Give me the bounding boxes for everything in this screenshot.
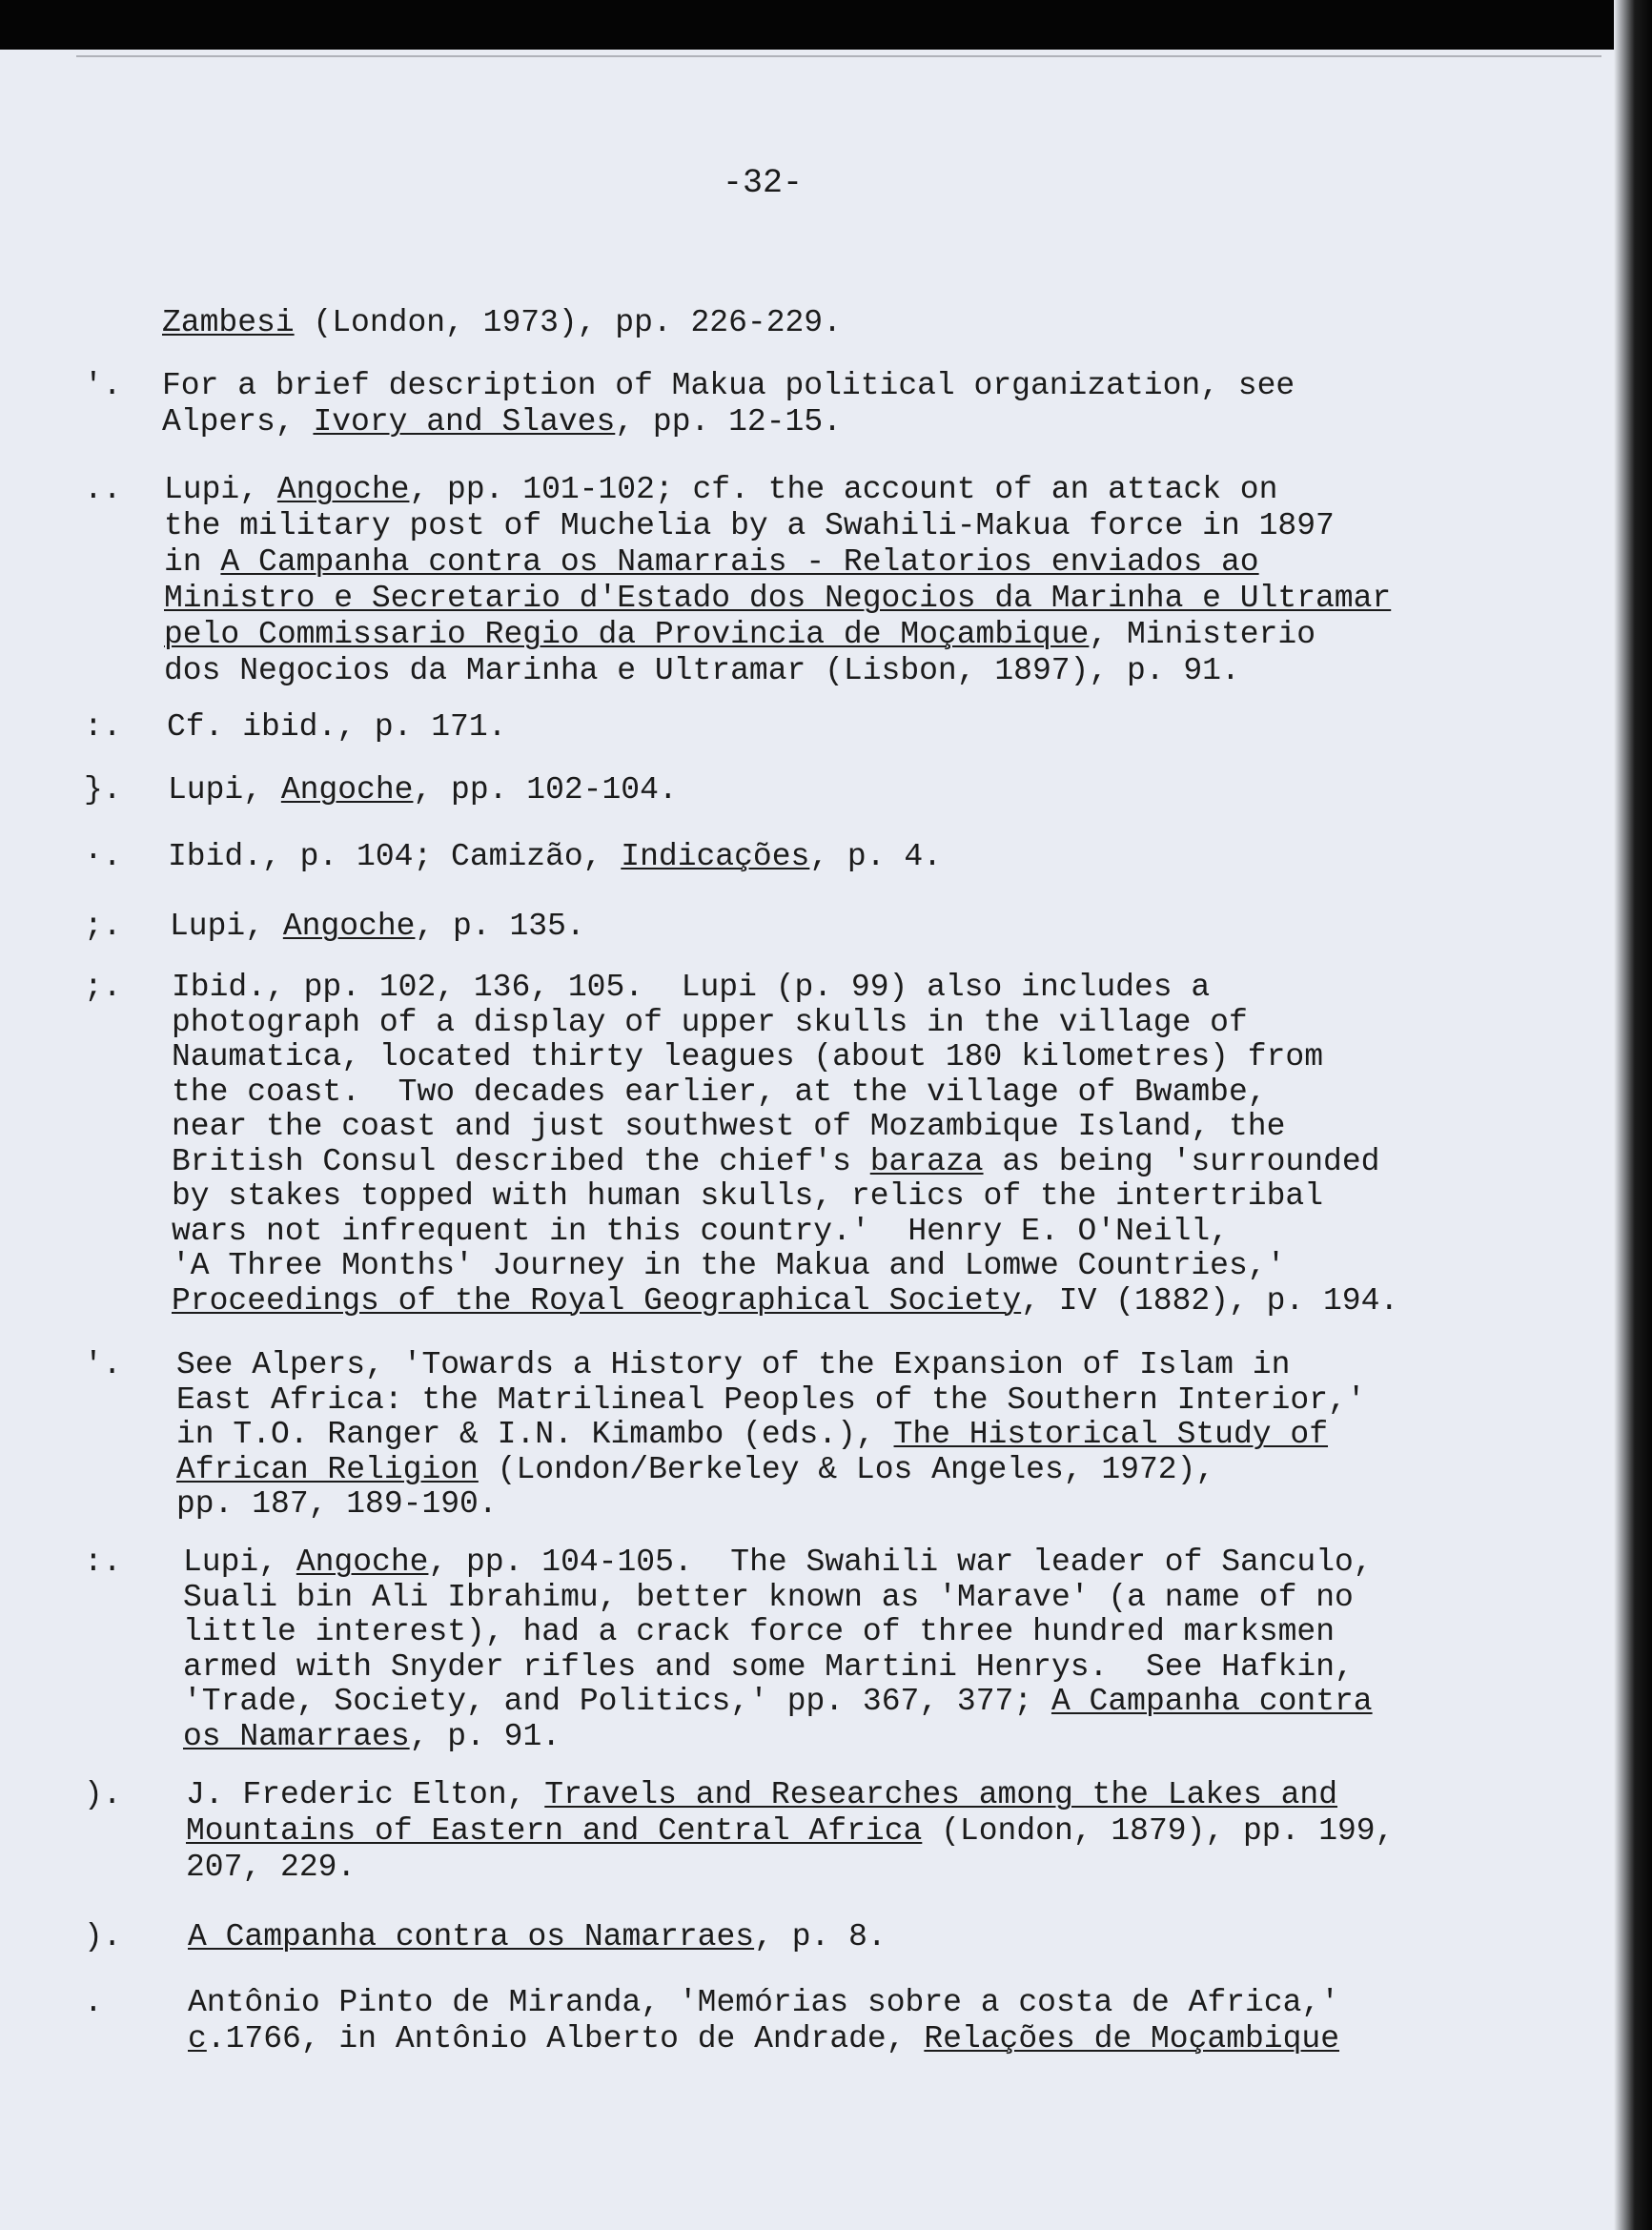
underlined-title: Angoche bbox=[296, 1545, 429, 1580]
page-number: -32- bbox=[722, 164, 803, 202]
footnote-number: ;. bbox=[84, 909, 122, 944]
text-run: 207, 229. bbox=[186, 1850, 357, 1885]
underlined-title: Mountains of Eastern and Central Africa bbox=[186, 1813, 923, 1849]
footnote-line bbox=[176, 1486, 498, 1523]
underlined-title: Travels and Researches among the Lakes and bbox=[544, 1777, 1338, 1812]
text-run: Alpers, bbox=[162, 404, 314, 440]
text-run: , p. 8. bbox=[754, 1919, 887, 1954]
footnote-line bbox=[170, 909, 585, 945]
footnote-line bbox=[172, 1178, 1323, 1215]
footnote-number: ). bbox=[84, 1777, 122, 1812]
footnote-number: . bbox=[84, 1985, 103, 2020]
footnote-line bbox=[186, 1850, 356, 1886]
scan-right-border bbox=[1614, 0, 1652, 2230]
footnote-line bbox=[162, 305, 842, 341]
footnote-line bbox=[183, 1684, 1373, 1720]
footnote-number: :. bbox=[84, 709, 122, 745]
underlined-title: A Campanha contra os Namarraes bbox=[188, 1919, 755, 1954]
scan-top-border bbox=[0, 0, 1652, 50]
footnote-line bbox=[186, 1777, 1337, 1813]
text-run: , pp. 12-15. bbox=[615, 404, 842, 440]
text-run: , pp. 102-104. bbox=[413, 772, 678, 808]
footnote-line bbox=[172, 1248, 1285, 1284]
underlined-title: The Historical Study of bbox=[893, 1417, 1329, 1452]
text-run: the military post of Muchelia by a Swahili-Makua force in 1897 bbox=[164, 508, 1335, 543]
underlined-title: Angoche bbox=[282, 909, 416, 944]
footnote-line bbox=[164, 581, 1391, 617]
text-run: near the coast and just southwest of Mozambique Island, the bbox=[172, 1109, 1286, 1144]
footnote-line bbox=[167, 709, 506, 746]
text-run: , p. 4. bbox=[809, 839, 942, 874]
underlined-title: Zambesi bbox=[162, 305, 295, 340]
footnote-number: ·. bbox=[84, 839, 122, 874]
text-run: , p. 135. bbox=[415, 909, 585, 944]
text-run: in T.O. Ranger & I.N. Kimambo (eds.), bbox=[176, 1417, 894, 1452]
footnote-line bbox=[183, 1649, 1354, 1686]
footnote-line bbox=[168, 839, 942, 875]
footnote-line bbox=[172, 1109, 1285, 1145]
text-run: the coast. Two decades earlier, at the village of Bwambe, bbox=[172, 1074, 1267, 1110]
footnote-number: '. bbox=[84, 368, 122, 403]
footnote-number: :. bbox=[84, 1545, 122, 1580]
text-run: Lupi, bbox=[170, 909, 283, 944]
text-run: 'Trade, Society, and Politics,' pp. 367, 377; bbox=[183, 1684, 1051, 1719]
underlined-title: Angoche bbox=[280, 772, 414, 808]
text-run: armed with Snyder rifles and some Martini Henrys. See Hafkin, bbox=[183, 1648, 1354, 1685]
footnote-line bbox=[172, 970, 1210, 1006]
text-run: For a brief description of Makua political organization, see bbox=[162, 368, 1295, 403]
underlined-title: Relações de Moçambique bbox=[924, 2021, 1340, 2056]
underlined-title: A Campanha contra os Namarrais - Relatorios enviados ao bbox=[220, 544, 1259, 580]
footnote-line bbox=[188, 1919, 887, 1955]
footnote-line bbox=[162, 404, 842, 440]
footnote-line bbox=[172, 1074, 1267, 1111]
text-run: , pp. 101-102; cf. the account of an attack on bbox=[409, 472, 1278, 507]
text-run: Antônio Pinto de Miranda, 'Memórias sobre a costa de Africa,' bbox=[188, 1985, 1339, 2020]
text-run: Lupi, bbox=[183, 1545, 296, 1580]
footnote-line bbox=[164, 472, 1277, 508]
footnote-number: .. bbox=[84, 472, 122, 507]
footnote-line bbox=[172, 1283, 1398, 1320]
footnote-line bbox=[183, 1614, 1335, 1650]
footnote-line bbox=[164, 544, 1259, 581]
footnote-line bbox=[164, 617, 1315, 653]
text-run: as being 'surrounded bbox=[983, 1143, 1380, 1179]
underlined-title: Ministro e Secretario d'Estado dos Negocios da Marinha e Ultramar bbox=[164, 581, 1392, 616]
underlined-title: Indicações bbox=[621, 839, 810, 874]
footnote-number: ;. bbox=[84, 970, 122, 1005]
footnote-line bbox=[176, 1452, 1214, 1488]
footnote-line bbox=[164, 508, 1335, 544]
text-run: dos Negocios da Marinha e Ultramar (Lisbon, 1897), p. 91. bbox=[164, 653, 1240, 688]
text-run: (London/Berkeley & Los Angeles, 1972), bbox=[478, 1451, 1215, 1487]
text-run: , IV (1882), p. 194. bbox=[1021, 1282, 1399, 1319]
text-run: by stakes topped with human skulls, relics of the intertribal bbox=[172, 1178, 1323, 1214]
footnote-number: '. bbox=[84, 1347, 122, 1382]
underlined-title: Angoche bbox=[276, 472, 410, 507]
text-run: Ibid., p. 104; Camizão, bbox=[168, 839, 622, 874]
text-run: in bbox=[164, 544, 221, 580]
footnote-line bbox=[188, 1985, 1339, 2021]
text-run: J. Frederic Elton, bbox=[186, 1777, 545, 1812]
underlined-title: A Campanha contra bbox=[1050, 1684, 1373, 1719]
paper-top-edge bbox=[76, 55, 1601, 57]
footnote-line bbox=[172, 1005, 1248, 1041]
text-run: See Alpers, 'Towards a History of the Expansion of Islam in bbox=[176, 1347, 1291, 1382]
footnote-line bbox=[168, 772, 678, 808]
footnote-line bbox=[183, 1719, 561, 1755]
underlined-title: c bbox=[188, 2021, 207, 2056]
text-run: little interest), had a crack force of three hundred marksmen bbox=[183, 1614, 1335, 1649]
text-run: , pp. 104-105. The Swahili war leader of Sanculo, bbox=[428, 1545, 1373, 1580]
footnote-line bbox=[188, 2021, 1339, 2057]
underlined-title: os Namarraes bbox=[183, 1718, 410, 1754]
underlined-title: pelo Commissario Regio da Provincia de Moçambique bbox=[164, 617, 1090, 652]
underlined-title: African Religion bbox=[176, 1451, 479, 1487]
footnote-line bbox=[164, 653, 1240, 689]
text-run: , p. 91. bbox=[409, 1718, 561, 1754]
text-run: photograph of a display of upper skulls in the village of bbox=[172, 1004, 1248, 1040]
text-run: British Consul described the chief's bbox=[172, 1143, 870, 1179]
text-run: East Africa: the Matrilineal Peoples of the Southern Interior,' bbox=[176, 1381, 1366, 1418]
text-run: pp. 187, 189-190. bbox=[176, 1486, 498, 1522]
text-run: wars not infrequent in this country.' Henry E. O'Neill, bbox=[172, 1213, 1229, 1249]
underlined-title: baraza bbox=[869, 1143, 984, 1179]
footnote-line bbox=[172, 1214, 1229, 1250]
text-run: Lupi, bbox=[168, 772, 281, 808]
footnote-line bbox=[172, 1144, 1379, 1180]
footnote-line bbox=[176, 1382, 1366, 1419]
text-run: Cf. ibid., p. 171. bbox=[167, 709, 507, 745]
text-run: (London, 1973), pp. 226-229. bbox=[294, 305, 842, 340]
footnote-line bbox=[172, 1039, 1323, 1075]
footnote-line bbox=[176, 1347, 1290, 1383]
text-run: Suali bin Ali Ibrahimu, better known as 'Marave' (a name of no bbox=[183, 1579, 1354, 1615]
footnote-line bbox=[162, 368, 1295, 404]
underlined-title: Proceedings of the Royal Geographical Society bbox=[172, 1282, 1022, 1319]
text-run: 'A Three Months' Journey in the Makua and Lomwe Countries,' bbox=[172, 1248, 1286, 1283]
text-run: Lupi, bbox=[164, 472, 277, 507]
footnote-line bbox=[183, 1580, 1354, 1616]
text-run: , Ministerio bbox=[1089, 617, 1315, 652]
footnote-number: ). bbox=[84, 1919, 122, 1954]
text-run: .1766, in Antônio Alberto de Andrade, bbox=[206, 2021, 925, 2056]
footnote-line bbox=[183, 1545, 1373, 1581]
text-run: Naumatica, located thirty leagues (about 180 kilometres) from bbox=[172, 1039, 1323, 1074]
footnote-line bbox=[176, 1417, 1328, 1453]
underlined-title: Ivory and Slaves bbox=[313, 404, 616, 440]
footnote-number: }. bbox=[84, 772, 122, 808]
text-run: Ibid., pp. 102, 136, 105. Lupi (p. 99) also includes a bbox=[172, 970, 1211, 1005]
footnote-line bbox=[186, 1813, 1394, 1850]
text-run: (London, 1879), pp. 199, bbox=[922, 1813, 1395, 1849]
